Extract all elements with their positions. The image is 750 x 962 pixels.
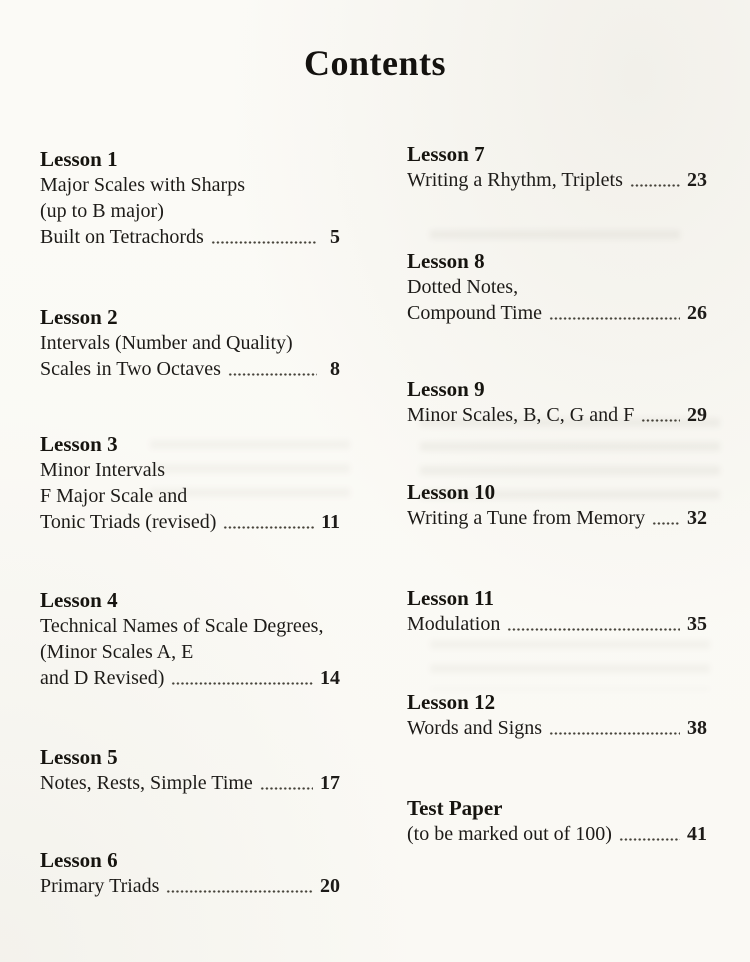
bleed-through-ghost [430,230,680,242]
page-number: 41 [687,823,707,845]
toc-entry [40,587,340,691]
lesson-title-text: Built on Tetrachords [40,226,204,248]
toc-leader-line [40,873,340,899]
lesson-heading: Lesson 12 [407,690,496,714]
toc-leader-line [40,665,340,691]
dot-leader [652,522,680,525]
toc-entry [40,744,340,796]
dot-leader [223,526,314,529]
toc-leader-line [407,300,707,326]
dot-leader [171,682,313,685]
toc-entry [407,479,707,531]
toc-entry [40,431,340,535]
page-number: 17 [320,772,340,794]
lesson-heading: Lesson 3 [40,432,118,456]
lesson-title-text: Primary Triads [40,875,160,897]
lesson-title-text: (to be marked out of 100) [407,823,612,845]
page-number: 23 [687,169,707,191]
lesson-title-text: Minor Intervals [40,459,165,481]
lesson-title-text: Technical Names of Scale Degrees, [40,615,324,637]
lesson-title-text: (Minor Scales A, E [40,641,194,663]
lesson-heading: Lesson 11 [407,586,494,610]
toc-leader-line [407,715,707,741]
dot-leader [641,419,680,422]
lesson-title-text: Major Scales with Sharps [40,174,245,196]
dot-leader [619,838,680,841]
page-number: 11 [321,511,340,533]
toc-entry [40,146,340,250]
page-number: 5 [330,226,340,248]
page-title: Contents [303,43,446,83]
dot-leader [228,373,317,376]
lesson-title-text: Minor Scales, B, C, G and F [407,404,635,426]
lesson-heading: Lesson 6 [40,848,118,872]
dot-leader [260,787,313,790]
dot-leader [507,628,680,631]
toc-leader-line [407,611,707,637]
bleed-through-ghost [430,640,710,690]
toc-leader-line [40,770,340,796]
toc-leader-line [40,224,340,250]
dot-leader [549,732,680,735]
page-number: 29 [687,404,707,426]
lesson-title-text: F Major Scale and [40,485,188,507]
lesson-title-text: Scales in Two Octaves [40,358,221,380]
lesson-heading: Lesson 9 [407,377,485,401]
toc-entry [407,795,707,847]
dot-leader [630,184,680,187]
lesson-heading: Lesson 7 [407,142,485,166]
page-number: 20 [320,875,340,897]
lesson-title-text: Words and Signs [407,717,543,739]
lesson-heading: Lesson 2 [40,305,118,329]
lesson-title-text: Writing a Rhythm, Triplets [407,169,623,191]
toc-leader-line [407,821,707,847]
toc-leader-line [407,505,707,531]
toc-entry [407,248,707,326]
toc-leader-line [40,509,340,535]
page-number: 26 [687,302,707,324]
toc-entry [40,847,340,899]
lesson-heading: Lesson 10 [407,480,496,504]
page-number: 35 [687,613,707,635]
toc-entry [40,304,340,382]
page-number: 8 [330,358,340,380]
toc-entry [407,141,707,193]
toc-leader-line [407,402,707,428]
toc-entry [407,689,707,741]
dot-leader [549,317,680,320]
lesson-title-text: Dotted Notes, [407,276,519,298]
toc-leader-line [407,167,707,193]
lesson-heading: Lesson 1 [40,147,118,171]
toc-leader-line [40,356,340,382]
lesson-heading: Lesson 8 [407,249,485,273]
lesson-title-text: Compound Time [407,302,543,324]
lesson-heading: Lesson 5 [40,745,118,769]
lesson-heading: Lesson 4 [40,588,118,612]
lesson-title-text: Notes, Rests, Simple Time [40,772,253,794]
lesson-title-text: Writing a Tune from Memory [407,507,646,529]
dot-leader [166,890,313,893]
lesson-title-text: Intervals (Number and Quality) [40,332,293,354]
dot-leader [211,241,317,244]
lesson-title-text: and D Revised) [40,667,165,689]
page-number: 38 [687,717,707,739]
lesson-title-text: Tonic Triads (revised) [40,511,217,533]
lesson-heading: Test Paper [407,796,503,820]
lesson-title-text: (up to B major) [40,200,164,222]
page-number: 32 [687,507,707,529]
toc-entry [407,585,707,637]
toc-entry [407,376,707,428]
lesson-title-text: Modulation [407,613,501,635]
page-number: 14 [320,667,340,689]
